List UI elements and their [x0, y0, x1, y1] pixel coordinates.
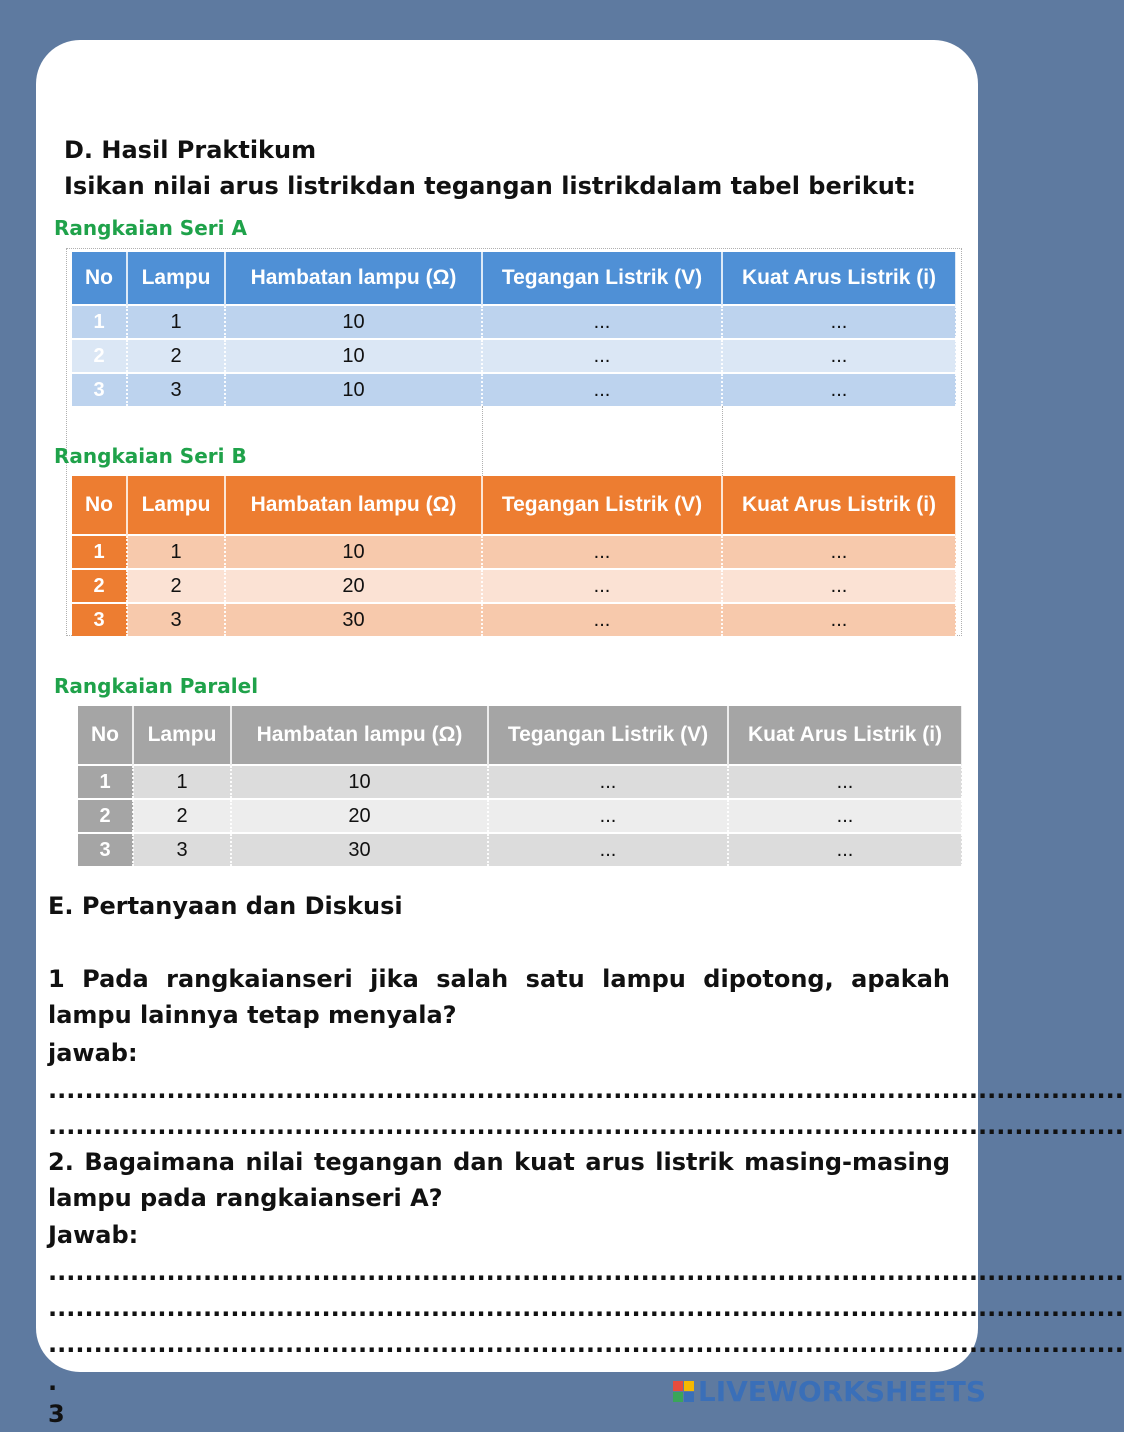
cell-tegangan[interactable]: ... [488, 765, 728, 799]
table-row [72, 569, 956, 603]
question-1: 1 Pada rangkaianseri jika salah satu lampu dipotong, apakah lampu lainnya tetap menyala? [48, 965, 950, 1029]
table-header-row [78, 706, 962, 765]
cell-lampu: 2 [127, 569, 225, 603]
section-d-instruction: Isikan nilai arus listrikdan tegangan listrikdalam tabel berikut: [64, 172, 916, 200]
cell-hambatan: 30 [231, 833, 488, 866]
logo-square [673, 1381, 683, 1391]
cell-hambatan: 10 [225, 535, 482, 569]
cell-hambatan: 10 [231, 765, 488, 799]
header-hambatan: Hambatan lampu (Ω) [225, 476, 482, 535]
cell-arus[interactable]: ... [722, 339, 956, 373]
logo-square [673, 1392, 683, 1402]
cell-no: 2 [78, 799, 133, 833]
cell-tegangan[interactable]: ... [482, 373, 722, 406]
table-paralel [78, 706, 963, 866]
table-paralel-caption: Rangkaian Paralel [54, 674, 259, 698]
answer-line[interactable]: ...................................................................................................................... [48, 1330, 1124, 1358]
header-lampu: Lampu [127, 252, 225, 305]
cell-hambatan: 10 [225, 373, 482, 406]
header-hambatan: Hambatan lampu (Ω) [231, 706, 488, 765]
cell-tegangan[interactable]: ... [488, 833, 728, 866]
section-e-title: E. Pertanyaan dan Diskusi [48, 892, 403, 920]
cell-tegangan[interactable]: ... [488, 799, 728, 833]
cell-hambatan: 10 [225, 339, 482, 373]
header-no: No [78, 706, 133, 765]
table-row [78, 799, 962, 833]
section-d-title: D. Hasil Praktikum [64, 136, 317, 164]
cell-lampu: 1 [127, 535, 225, 569]
cell-no: 3 [72, 373, 127, 406]
answer-line[interactable]: ...................................................................................................................... [48, 1258, 1124, 1286]
cell-tegangan[interactable]: ... [482, 569, 722, 603]
table-row [72, 535, 956, 569]
cell-lampu: 2 [127, 339, 225, 373]
logo-square [684, 1392, 694, 1402]
header-arus: Kuat Arus Listrik (i) [722, 252, 956, 305]
cell-no: 3 [72, 603, 127, 636]
cell-arus[interactable]: ... [728, 799, 962, 833]
cell-arus[interactable]: ... [728, 833, 962, 866]
answer-line[interactable]: ...................................................................................................................... [48, 1112, 1124, 1140]
table-row [72, 305, 956, 339]
table-b-caption: Rangkaian Seri B [54, 444, 247, 468]
liveworksheets-logo-icon [673, 1381, 694, 1402]
cell-tegangan[interactable]: ... [482, 535, 722, 569]
cell-lampu: 1 [127, 305, 225, 339]
cell-lampu: 3 [133, 833, 231, 866]
header-lampu: Lampu [127, 476, 225, 535]
header-arus: Kuat Arus Listrik (i) [728, 706, 962, 765]
header-arus: Kuat Arus Listrik (i) [722, 476, 956, 535]
cell-arus[interactable]: ... [722, 569, 956, 603]
table-row [78, 765, 962, 799]
question-1-answer-label: jawab: [48, 1039, 138, 1067]
table-header-row [72, 252, 956, 305]
cell-hambatan: 20 [231, 799, 488, 833]
cell-arus[interactable]: ... [722, 535, 956, 569]
header-no: No [72, 252, 127, 305]
cell-hambatan: 20 [225, 569, 482, 603]
table-seri-a [72, 252, 957, 406]
cell-tegangan[interactable]: ... [482, 339, 722, 373]
answer-line[interactable]: ...................................................................................................................... [48, 1294, 1124, 1322]
cell-arus[interactable]: ... [722, 305, 956, 339]
cell-no: 1 [72, 305, 127, 339]
liveworksheets-brand[interactable] [673, 1374, 986, 1408]
table-row [72, 373, 956, 406]
grid-divider [482, 406, 483, 476]
cell-arus[interactable]: ... [722, 373, 956, 406]
cell-arus[interactable]: ... [728, 765, 962, 799]
header-lampu: Lampu [133, 706, 231, 765]
table-header-row [72, 476, 956, 535]
header-tegangan: Tegangan Listrik (V) [488, 706, 728, 765]
header-tegangan: Tegangan Listrik (V) [482, 476, 722, 535]
brand-text: LIVEWORKSHEETS [697, 1374, 986, 1408]
grid-divider [722, 406, 723, 476]
cell-arus[interactable]: ... [722, 603, 956, 636]
question-3-number: 3 [48, 1400, 65, 1428]
answer-line[interactable]: ...................................................................................................................... [48, 1076, 1124, 1104]
cell-no: 2 [72, 339, 127, 373]
cell-lampu: 2 [133, 799, 231, 833]
header-no: No [72, 476, 127, 535]
table-row [72, 603, 956, 636]
question-2-answer-label: Jawab: [48, 1221, 139, 1249]
table-row [78, 833, 962, 866]
header-tegangan: Tegangan Listrik (V) [482, 252, 722, 305]
table-seri-b [72, 476, 957, 636]
cell-tegangan[interactable]: ... [482, 603, 722, 636]
table-row [72, 339, 956, 373]
cell-lampu: 3 [127, 373, 225, 406]
header-hambatan: Hambatan lampu (Ω) [225, 252, 482, 305]
cell-hambatan: 30 [225, 603, 482, 636]
cell-lampu: 3 [127, 603, 225, 636]
cell-no: 3 [78, 833, 133, 866]
stray-dot: . [48, 1368, 58, 1396]
cell-hambatan: 10 [225, 305, 482, 339]
cell-lampu: 1 [133, 765, 231, 799]
cell-no: 1 [72, 535, 127, 569]
table-a-caption: Rangkaian Seri A [54, 216, 247, 240]
cell-no: 2 [72, 569, 127, 603]
logo-square [684, 1381, 694, 1391]
question-2: 2. Bagaimana nilai tegangan dan kuat arus listrik masing-masing lampu pada rangkaianseri A? [48, 1148, 950, 1212]
cell-no: 1 [78, 765, 133, 799]
cell-tegangan[interactable]: ... [482, 305, 722, 339]
